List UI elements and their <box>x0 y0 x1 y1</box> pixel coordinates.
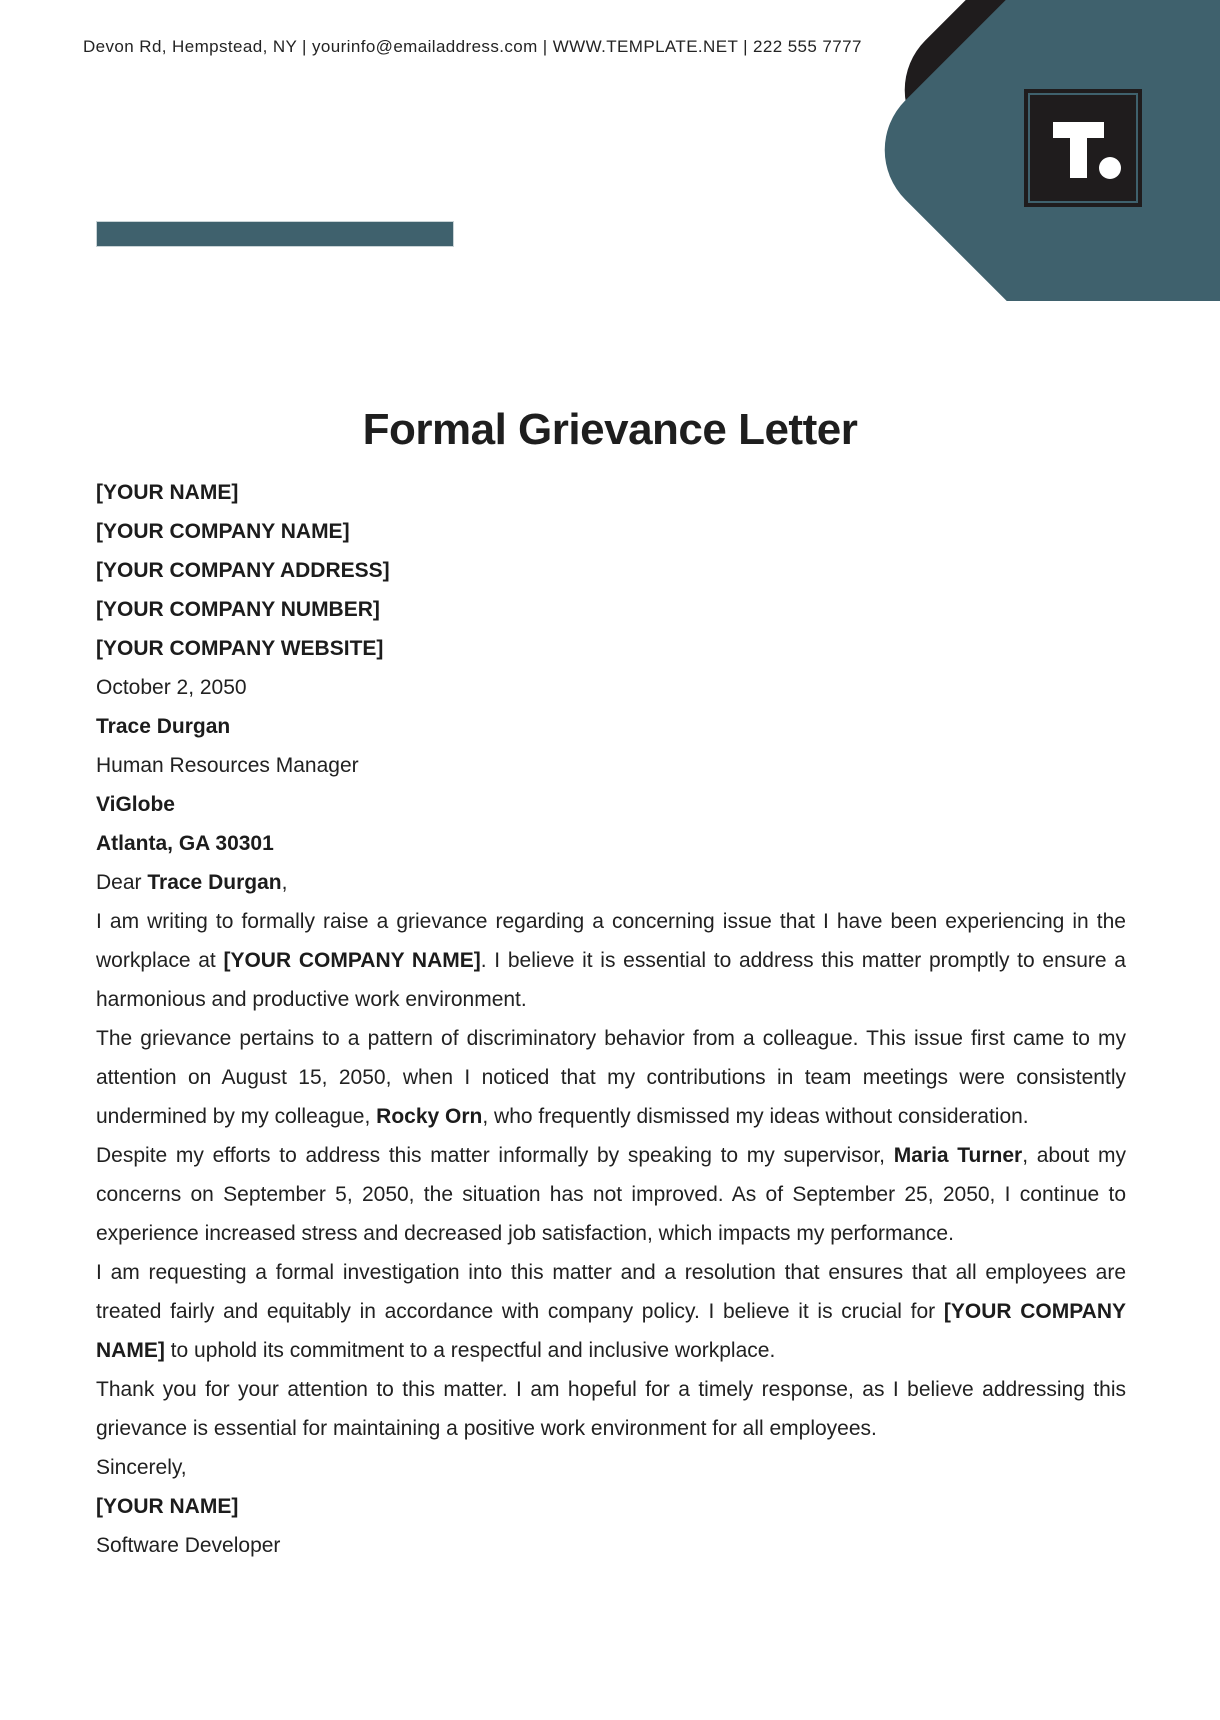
recipient-line: [YOUR COMPANY ADDRESS] <box>96 559 390 582</box>
recipient-line: [YOUR NAME] <box>96 481 239 504</box>
page-title: Formal Grievance Letter <box>362 405 858 454</box>
bold-text-segment: Maria Turner <box>893 1144 1023 1167</box>
paragraph-5 <box>96 1370 1126 1448</box>
paragraph-3 <box>96 1136 1126 1253</box>
signature-title: Software Developer <box>96 1534 281 1557</box>
text-segment: Dear <box>96 871 148 894</box>
text-segment: Despite my efforts to address this matter informally by speaking to my supervisor, <box>96 1144 894 1167</box>
recipient-line: [YOUR COMPANY WEBSITE] <box>96 637 384 660</box>
recipient-line: [YOUR COMPANY NUMBER] <box>96 598 380 621</box>
letter-body <box>96 473 1126 1565</box>
text-segment: I am writing to formally raise a grievance regarding a concerning issue that I have been experiencing in the workplace at <box>96 910 1126 972</box>
signature-name: [YOUR NAME] <box>96 1495 239 1518</box>
recipient-line: October 2, 2050 <box>96 676 247 699</box>
text-segment: The grievance pertains to a pattern of discriminatory behavior from a colleague. This issue first came to my attention on August 15, 2050, when I noticed that my contributions in team meetings were consistently undermined by my colleague, <box>96 1027 1126 1128</box>
salutation <box>96 863 1126 902</box>
recipient-line: Atlanta, GA 30301 <box>96 832 274 855</box>
accent-bar <box>96 221 454 247</box>
recipient-line: [YOUR COMPANY NAME] <box>96 520 350 543</box>
header-contact-line: Devon Rd, Hempstead, NY | yourinfo@emailaddress.com | WWW.TEMPLATE.NET | 222 555 7777 <box>83 37 862 56</box>
paragraph-2 <box>96 1019 1126 1136</box>
recipient-line: Human Resources Manager <box>96 754 359 777</box>
closing: Sincerely, <box>96 1456 187 1479</box>
text-segment: to uphold its commitment to a respectful and inclusive workplace. <box>164 1339 776 1362</box>
recipient-line: ViGlobe <box>96 793 175 816</box>
recipient-block <box>96 473 1126 863</box>
text-segment: I am requesting a formal investigation into this matter and a resolution that ensures that all employees are treated fairly and equitably in accordance with company policy. I believe it is crucial for <box>96 1261 1126 1323</box>
recipient-line: Trace Durgan <box>96 715 231 738</box>
paragraph-4 <box>96 1253 1126 1370</box>
logo-dot-icon <box>1099 157 1121 179</box>
text-segment: , <box>281 871 288 894</box>
text-segment: Thank you for your attention to this matter. I am hopeful for a timely response, as I believe addressing this grievance is essential for maintaining a positive work environment for all employees. <box>96 1378 1126 1440</box>
template-net-logo <box>1024 89 1142 207</box>
bold-text-segment: Trace Durgan <box>147 871 282 894</box>
corner-decoration <box>790 0 1220 301</box>
bold-text-segment: Rocky Orn <box>376 1105 483 1128</box>
text-segment: , who frequently dismissed my ideas without consideration. <box>482 1105 1029 1128</box>
bold-text-segment: [YOUR COMPANY NAME] <box>223 949 481 972</box>
paragraph-1 <box>96 902 1126 1019</box>
logo-t-stem-icon <box>1070 122 1087 178</box>
text-segment: . I believe it is essential to address this matter promptly to ensure a harmonious and productive work environment. <box>96 949 1126 1011</box>
text-segment: , about my concerns on September 5, 2050, the situation has not improved. As of September 25, 2050, I continue to experience increased stress and decreased job satisfaction, which impacts my performance. <box>96 1144 1126 1245</box>
bold-text-segment: [YOUR COMPANY NAME] <box>96 1300 1126 1362</box>
